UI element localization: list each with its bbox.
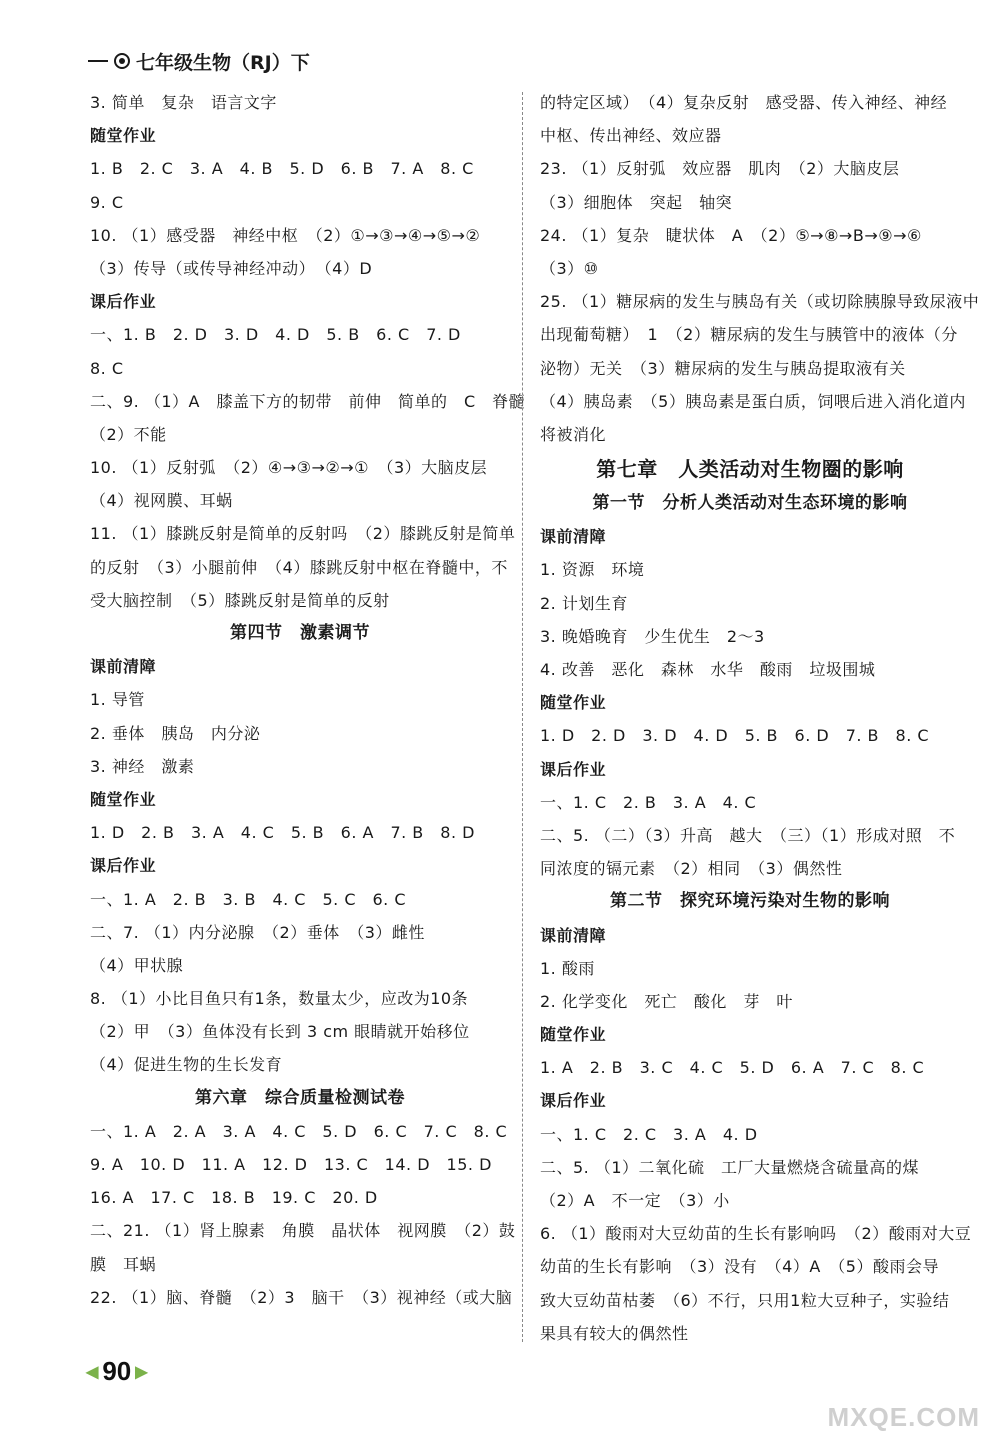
answer-line: 二、9. （1）A 膝盖下方的韧带 前伸 简单的 C 脊髓 xyxy=(90,391,526,411)
subsection-label: 课后作业 xyxy=(540,1091,607,1111)
answer-line: 8. C xyxy=(90,358,124,378)
subsection-label: 课后作业 xyxy=(540,759,607,779)
subsection-label: 随堂作业 xyxy=(90,789,157,809)
answer-line: （2）A 不一定 （3）小 xyxy=(540,1191,730,1210)
right-arrow-icon: ▶ xyxy=(135,1363,148,1381)
subsection-label: 课后作业 xyxy=(90,292,157,312)
answer-line: 果具有较大的偶然性 xyxy=(540,1323,689,1343)
answer-line: 同浓度的镉元素 （2）相同 （3）偶然性 xyxy=(540,859,843,879)
answer-line: 23. （1）反射弧 效应器 肌肉 （2）大脑皮层 xyxy=(540,159,900,179)
answer-line: 将被消化 xyxy=(540,424,607,444)
answer-line: 2. 化学变化 死亡 酸化 芽 叶 xyxy=(540,991,793,1011)
answer-line: （3）传导（或传导神经冲动） （4）D xyxy=(90,258,373,278)
answer-line: 10. （1）反射弧 （2）④→③→②→① （3）大脑皮层 xyxy=(90,458,488,478)
page-number xyxy=(86,1356,148,1387)
subsection-label: 课前清障 xyxy=(540,527,607,547)
answer-line: （4）促进生物的生长发育 xyxy=(90,1055,283,1075)
left-column xyxy=(90,86,526,1314)
page-number-text: 90 xyxy=(102,1356,132,1386)
answer-line: 泌物）无关 （3）糖尿病的发生与胰岛提取液有关 xyxy=(540,358,906,378)
answer-line: 膜 耳蜗 xyxy=(90,1254,157,1274)
answer-line: 11. （1）膝跳反射是简单的反射吗 （2）膝跳反射是简单 xyxy=(90,524,516,544)
right-column xyxy=(540,86,980,1350)
answer-line: 4. 改善 恶化 森林 水华 酸雨 垃圾围城 xyxy=(540,660,876,679)
section-heading: 第六章 综合质量检测试卷 xyxy=(195,1087,405,1108)
answer-line: 二、21. （1）肾上腺素 角膜 晶状体 视网膜 （2）鼓 xyxy=(90,1221,516,1241)
answer-line: （2）甲 （3）鱼体没有长到 3 cm 眼睛就开始移位 xyxy=(90,1022,470,1042)
header-rule xyxy=(88,60,108,62)
answer-line: 1. 资源 环境 xyxy=(540,560,645,580)
answer-line: 1. D 2. D 3. D 4. D 5. B 6. D 7. B 8. C xyxy=(540,726,930,746)
answer-line: 1. A 2. B 3. C 4. C 5. D 6. A 7. C 8. C xyxy=(540,1058,925,1078)
subsection-label: 课前清障 xyxy=(90,657,157,677)
watermark: MXQE.COM xyxy=(827,1402,980,1432)
section-heading: 第四节 激素调节 xyxy=(230,623,370,643)
subsection-label: 随堂作业 xyxy=(90,126,157,146)
answer-line: 的反射 （3）小腿前伸 （4）膝跳反射中枢在脊髓中，不 xyxy=(90,557,508,577)
subsection-label: 随堂作业 xyxy=(540,693,607,713)
answer-line: 二、7. （1）内分泌腺 （2）垂体 （3）雌性 xyxy=(90,922,425,942)
header-title: 七年级生物（RJ）下 xyxy=(136,51,310,74)
answer-line: 1. D 2. B 3. A 4. C 5. B 6. A 7. B 8. D xyxy=(90,823,475,843)
answer-line: 9. A 10. D 11. A 12. D 13. C 14. D 15. D xyxy=(90,1155,492,1174)
answer-line: 6. （1）酸雨对大豆幼苗的生长有影响吗 （2）酸雨对大豆 xyxy=(540,1224,972,1244)
answer-line: 22. （1）脑、脊髓 （2）3 脑干 （3）视神经（或大脑 xyxy=(90,1287,513,1307)
answer-line: 二、5. （1）二氧化硫 工厂大量燃烧含硫量高的煤 xyxy=(540,1157,920,1177)
answer-line: 一、1. C 2. C 3. A 4. D xyxy=(540,1124,758,1144)
left-arrow-icon: ◀ xyxy=(86,1363,99,1381)
section-heading: 第二节 探究环境污染对生物的影响 xyxy=(610,891,890,912)
answer-line: 3. 晚婚晚育 少生优生 2～3 xyxy=(540,626,765,646)
answer-line: 9. C xyxy=(90,192,124,212)
page-header xyxy=(88,46,310,76)
answer-line: 一、1. A 2. A 3. A 4. C 5. D 6. C 7. C 8. C xyxy=(90,1121,508,1141)
answer-line: （3）细胞体 突起 轴突 xyxy=(540,192,733,212)
answer-line: 一、1. B 2. D 3. D 4. D 5. B 6. C 7. D xyxy=(90,325,461,345)
answer-line: 一、1. A 2. B 3. B 4. C 5. C 6. C xyxy=(90,889,407,909)
answer-line: 24. （1）复杂 睫状体 A （2）⑤→⑧→B→⑨→⑥ xyxy=(540,225,922,245)
answer-line: 出现葡萄糖） 1 （2）糖尿病的发生与胰管中的液体（分 xyxy=(540,325,958,345)
answer-line: 1. 导管 xyxy=(90,690,145,710)
answer-line: 的特定区域） （4）复杂反射 感受器、传入神经、神经 xyxy=(540,93,948,112)
answer-line: 幼苗的生长有影响 （3）没有 （4）A （5）酸雨会导 xyxy=(540,1257,939,1277)
answer-line: （3）⑩ xyxy=(540,258,599,278)
answer-line: 3. 神经 激素 xyxy=(90,756,195,776)
answer-line: 2. 计划生育 xyxy=(540,593,628,613)
answer-line: 8. （1）小比目鱼只有1条，数量太少，应改为10条 xyxy=(90,989,469,1009)
answer-line: 25. （1）糖尿病的发生与胰岛有关（或切除胰腺导致尿液中 xyxy=(540,292,980,312)
answer-line: （2）不能 xyxy=(90,424,167,444)
answer-line: 16. A 17. C 18. B 19. C 20. D xyxy=(90,1188,378,1208)
answer-line: 二、5. （二）（3）升高 越大 （三）（1）形成对照 不 xyxy=(540,825,956,845)
subsection-label: 随堂作业 xyxy=(540,1025,607,1045)
book-logo-icon xyxy=(114,53,130,69)
answer-line: 一、1. C 2. B 3. A 4. C xyxy=(540,792,757,812)
column-divider xyxy=(522,92,523,1342)
answer-line: 受大脑控制 （5）膝跳反射是简单的反射 xyxy=(90,590,390,610)
answer-line: 致大豆幼苗枯萎 （6）不行，只用1粒大豆种子，实验结 xyxy=(540,1290,950,1310)
answer-line: 10. （1）感受器 神经中枢 （2）①→③→④→⑤→② xyxy=(90,225,481,245)
subsection-label: 课前清障 xyxy=(540,925,607,945)
subsection-label: 课后作业 xyxy=(90,856,157,876)
answer-line: （4）视网膜、耳蜗 xyxy=(90,491,233,511)
answer-line: 3. 简单 复杂 语言文字 xyxy=(90,93,277,112)
answer-line: 1. 酸雨 xyxy=(540,958,595,978)
answer-line: （4）胰岛素 （5）胰岛素是蛋白质，饲喂后进入消化道内 xyxy=(540,391,966,411)
answer-line: 2. 垂体 胰岛 内分泌 xyxy=(90,723,261,743)
answer-line: 1. B 2. C 3. A 4. B 5. D 6. B 7. A 8. C xyxy=(90,159,474,179)
chapter-heading: 第七章 人类活动对生物圈的影响 xyxy=(596,457,904,482)
answer-line: 中枢、传出神经、效应器 xyxy=(540,126,722,146)
section-heading: 第一节 分析人类活动对生态环境的影响 xyxy=(592,493,908,514)
answer-line: （4）甲状腺 xyxy=(90,955,184,975)
